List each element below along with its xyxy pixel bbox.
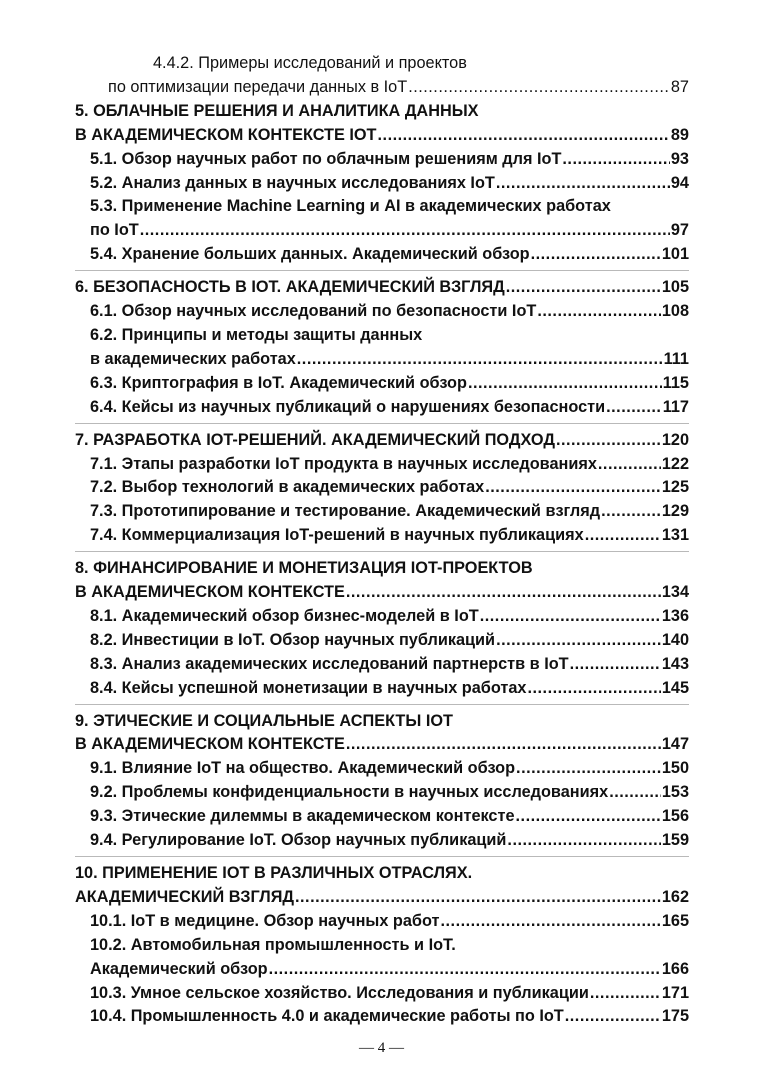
toc-chapter-entry: [75, 276, 689, 300]
toc-entry-title: 5. ОБЛАЧНЫЕ РЕШЕНИЯ И АНАЛИТИКА ДАННЫХ: [75, 101, 479, 120]
toc-line: [75, 324, 689, 348]
toc-page-number: 140: [661, 630, 689, 649]
toc-line: [75, 500, 689, 524]
toc-section: [75, 429, 689, 553]
toc-chapter-entry: [75, 557, 689, 605]
toc-section-entry: [75, 829, 689, 853]
toc-entry-title: 9. ЭТИЧЕСКИЕ И СОЦИАЛЬНЫЕ АСПЕКТЫ IOT: [75, 711, 453, 730]
toc-line: [75, 982, 689, 1006]
toc-leader-dots: [565, 1005, 661, 1029]
toc-leader-dots: [556, 429, 661, 453]
toc-leader-dots: [590, 982, 661, 1006]
toc-page-number: 101: [661, 245, 689, 264]
toc-line: [75, 52, 689, 76]
toc-page-number: 115: [662, 373, 689, 392]
toc-entry-title: 6.3. Криптография в IoT. Академический обзор: [90, 373, 467, 392]
toc-leader-dots: [537, 300, 660, 324]
toc-section-entry: [75, 324, 689, 372]
toc-line: [75, 148, 689, 172]
toc-section-entry: [75, 934, 689, 982]
toc-line: [75, 710, 689, 734]
toc-page-number: 145: [661, 678, 689, 697]
toc-entry-title: по IoT: [90, 221, 139, 240]
toc-section-entry: [75, 243, 689, 267]
toc-page-number: 150: [661, 759, 689, 778]
toc-leader-dots: [297, 348, 663, 372]
toc-page-number: 120: [661, 430, 689, 449]
toc-line: [75, 476, 689, 500]
toc-section-entry: [75, 396, 689, 420]
toc-line: [75, 429, 689, 453]
toc-leader-dots: [531, 243, 661, 267]
toc-entry-title: АКАДЕМИЧЕСКИЙ ВЗГЛЯД: [75, 887, 294, 906]
toc-entry-title: 9.1. Влияние IoT на общество. Академический обзор: [90, 759, 516, 778]
toc-page-number: 162: [661, 887, 689, 906]
table-of-contents: [75, 52, 689, 1037]
toc-line: [75, 100, 689, 124]
toc-page-number: 166: [661, 959, 689, 978]
toc-entry-title: 8.3. Анализ академических исследований партнерств в IoT: [90, 654, 569, 673]
toc-line: [75, 195, 689, 219]
toc-entry-title: 4.4.2. Примеры исследований и проектов: [153, 54, 467, 72]
toc-page-number: 117: [662, 397, 689, 416]
toc-page-number: 87: [670, 77, 689, 96]
toc-entry-title: 8.1. Академический обзор бизнес-моделей в IoT: [90, 606, 479, 625]
toc-chapter-entry: [75, 100, 689, 148]
toc-leader-dots: [346, 733, 661, 757]
toc-line: [75, 557, 689, 581]
toc-page-number: 89: [670, 125, 689, 144]
toc-page-number: 129: [661, 502, 689, 521]
toc-entry-title: 7.1. Этапы разработки IoT продукта в научных исследованиях: [90, 454, 597, 473]
toc-leader-dots: [516, 757, 661, 781]
toc-line: [75, 629, 689, 653]
toc-page-number: 136: [661, 606, 689, 625]
toc-leader-dots: [378, 124, 670, 148]
toc-line: [75, 934, 689, 958]
toc-section: [75, 100, 689, 271]
toc-section-entry: [75, 148, 689, 172]
toc-line: [75, 276, 689, 300]
toc-page-number: 175: [661, 1007, 689, 1026]
toc-line: [75, 886, 689, 910]
toc-page-number: 105: [661, 278, 689, 297]
toc-page-number: 134: [661, 583, 689, 602]
toc-line: [75, 757, 689, 781]
toc-section-entry: [75, 653, 689, 677]
toc-page-number: 143: [661, 654, 689, 673]
toc-page-number: 131: [661, 526, 689, 545]
toc-entry-title: 5.1. Обзор научных работ по облачным решениям для IoT: [90, 149, 562, 168]
toc-entry-title: 6.4. Кейсы из научных публикаций о нарушениях безопасности: [90, 397, 606, 416]
toc-section-entry: [75, 629, 689, 653]
toc-leader-dots: [485, 476, 661, 500]
toc-line: [75, 605, 689, 629]
toc-page-number: 171: [661, 983, 689, 1002]
toc-line: [75, 172, 689, 196]
toc-leader-dots: [346, 581, 661, 605]
toc-section-entry: [75, 524, 689, 548]
toc-line: [75, 219, 689, 243]
toc-entry-title: 5.3. Применение Machine Learning и AI в академических работах: [90, 197, 611, 216]
toc-page-number: 97: [670, 221, 689, 240]
toc-line: [75, 243, 689, 267]
toc-page-number: 125: [661, 478, 689, 497]
toc-entry-title: 5.2. Анализ данных в научных исследованиях IoT: [90, 173, 495, 192]
toc-line: [75, 76, 689, 100]
toc-section-entry: [75, 982, 689, 1006]
toc-entry-title: 5.4. Хранение больших данных. Академический обзор: [90, 245, 530, 264]
toc-page-number: 122: [661, 454, 689, 473]
toc-leader-dots: [585, 524, 661, 548]
toc-entry-title: 7. РАЗРАБОТКА IOT-РЕШЕНИЙ. АКАДЕМИЧЕСКИЙ ПОДХОД: [75, 430, 555, 449]
toc-entry-title: В АКАДЕМИЧЕСКОМ КОНТЕКСТЕ IOT: [75, 125, 377, 144]
toc-section: [75, 52, 689, 100]
toc-entry-title: 6.1. Обзор научных исследований по безопасности IoT: [90, 302, 537, 321]
toc-page-number: 94: [670, 173, 689, 192]
toc-leader-dots: [496, 172, 670, 196]
toc-section-entry: [75, 476, 689, 500]
toc-section-entry: [75, 757, 689, 781]
toc-line: [75, 733, 689, 757]
toc-leader-dots: [408, 76, 670, 100]
toc-section: [75, 276, 689, 423]
toc-page-number: 93: [670, 149, 689, 168]
toc-section-entry: [75, 1005, 689, 1029]
toc-entry-title: В АКАДЕМИЧЕСКОМ КОНТЕКСТЕ: [75, 735, 345, 754]
toc-entry-title: 10.3. Умное сельское хозяйство. Исследования и публикации: [90, 983, 589, 1002]
toc-entry-title: 6. БЕЗОПАСНОСТЬ В IOT. АКАДЕМИЧЕСКИЙ ВЗГЛЯД: [75, 278, 505, 297]
toc-section: [75, 557, 689, 704]
toc-section-entry: [75, 910, 689, 934]
toc-section-entry: [75, 52, 689, 100]
toc-leader-dots: [527, 677, 660, 701]
toc-line: [75, 396, 689, 420]
toc-section-entry: [75, 372, 689, 396]
toc-section-entry: [75, 781, 689, 805]
toc-leader-dots: [562, 148, 669, 172]
toc-leader-dots: [516, 805, 661, 829]
toc-entry-title: 10. ПРИМЕНЕНИЕ IOT В РАЗЛИЧНЫХ ОТРАСЛЯХ.: [75, 864, 473, 882]
toc-section-entry: [75, 172, 689, 196]
toc-leader-dots: [598, 453, 661, 477]
toc-line: [75, 677, 689, 701]
toc-line: [75, 805, 689, 829]
toc-leader-dots: [295, 886, 661, 910]
toc-leader-dots: [140, 219, 670, 243]
toc-section-entry: [75, 677, 689, 701]
toc-section-entry: [75, 605, 689, 629]
toc-line: [75, 524, 689, 548]
toc-page-number: 165: [661, 911, 689, 930]
toc-entry-title: 8. ФИНАНСИРОВАНИЕ И МОНЕТИЗАЦИЯ IOT-ПРОЕКТОВ: [75, 559, 533, 578]
toc-line: [75, 1005, 689, 1029]
toc-leader-dots: [480, 605, 661, 629]
toc-entry-title: 9.2. Проблемы конфиденциальности в научных исследованиях: [90, 783, 609, 802]
toc-chapter-entry: [75, 862, 689, 910]
toc-leader-dots: [507, 829, 660, 853]
toc-line: [75, 910, 689, 934]
toc-section-entry: [75, 805, 689, 829]
toc-line: [75, 781, 689, 805]
toc-entry-title: 7.4. Коммерциализация IoT-решений в научных публикациях: [90, 526, 584, 545]
toc-leader-dots: [570, 653, 661, 677]
toc-section-entry: [75, 500, 689, 524]
toc-entry-title: 9.4. Регулирование IoT. Обзор научных публикаций: [90, 831, 507, 850]
toc-section-entry: [75, 453, 689, 477]
toc-line: [75, 372, 689, 396]
toc-chapter-entry: [75, 710, 689, 758]
toc-entry-title: 10.4. Промышленность 4.0 и академические работы по IoT: [90, 1007, 564, 1026]
toc-page-number: 111: [663, 349, 689, 368]
toc-entry-title: 10.1. IoT в медицине. Обзор научных работ: [90, 911, 440, 930]
toc-chapter-entry: [75, 429, 689, 453]
toc-entry-title: 6.2. Принципы и методы защиты данных: [90, 325, 423, 344]
toc-line: [75, 124, 689, 148]
toc-section-entry: [75, 300, 689, 324]
toc-leader-dots: [606, 396, 662, 420]
toc-line: [75, 348, 689, 372]
toc-entry-title: Академический обзор: [90, 959, 268, 978]
toc-entry-title: 10.2. Автомобильная промышленность и IoT.: [90, 935, 456, 954]
toc-entry-title: В АКАДЕМИЧЕСКОМ КОНТЕКСТЕ: [75, 583, 345, 602]
toc-line: [75, 453, 689, 477]
toc-section-entry: [75, 195, 689, 243]
toc-line: [75, 862, 689, 886]
toc-section: [75, 862, 689, 1032]
toc-line: [75, 300, 689, 324]
toc-page-number: 153: [661, 783, 689, 802]
toc-page-number: 108: [661, 302, 689, 321]
toc-leader-dots: [601, 500, 661, 524]
toc-entry-title: 7.2. Выбор технологий в академических работах: [90, 478, 485, 497]
toc-leader-dots: [269, 958, 661, 982]
toc-entry-title: 7.3. Прототипирование и тестирование. Академический взгляд: [90, 502, 601, 521]
toc-page-number: 159: [661, 831, 689, 850]
toc-leader-dots: [441, 910, 661, 934]
toc-entry-title: 8.2. Инвестиции в IoT. Обзор научных публикаций: [90, 630, 496, 649]
toc-entry-title: 9.3. Этические дилеммы в академическом контексте: [90, 807, 515, 826]
toc-line: [75, 829, 689, 853]
toc-line: [75, 958, 689, 982]
page-number: — 4 —: [359, 1040, 404, 1056]
toc-leader-dots: [506, 276, 661, 300]
toc-page-number: 156: [661, 807, 689, 826]
toc-leader-dots: [468, 372, 662, 396]
toc-entry-title: 8.4. Кейсы успешной монетизации в научных работах: [90, 678, 527, 697]
toc-entry-title: по оптимизации передачи данных в IoT: [108, 77, 408, 96]
toc-leader-dots: [609, 781, 661, 805]
toc-leader-dots: [496, 629, 661, 653]
toc-line: [75, 581, 689, 605]
toc-entry-title: в академических работах: [90, 349, 296, 368]
toc-page-number: 147: [661, 735, 689, 754]
toc-line: [75, 653, 689, 677]
toc-section: [75, 710, 689, 857]
